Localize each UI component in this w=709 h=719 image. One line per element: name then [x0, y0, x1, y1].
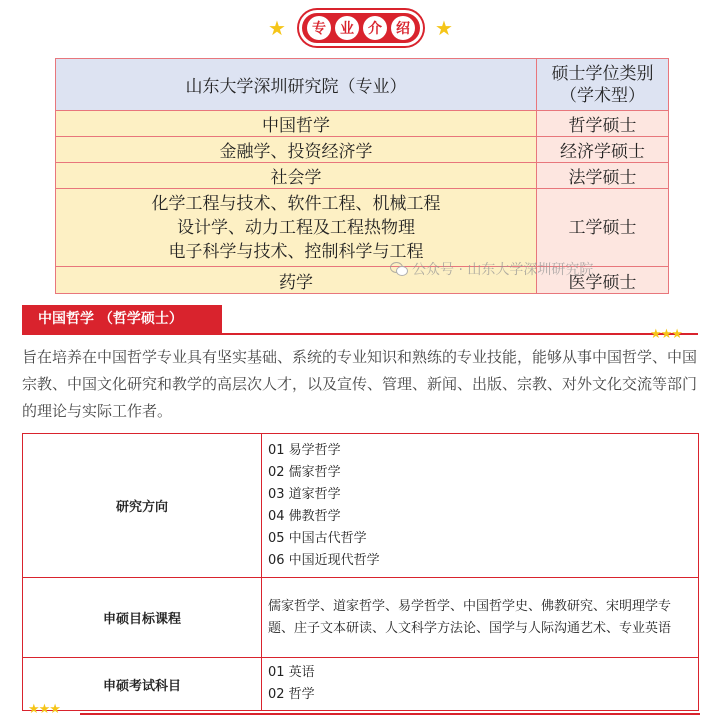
program-cell: 药学	[56, 267, 537, 294]
header-degree	[537, 59, 669, 111]
watermark-text: 公众号 · 山东大学深圳研究院	[412, 262, 594, 278]
section-title-bar	[22, 305, 698, 342]
list-item: 06 中国近现代哲学	[268, 552, 380, 568]
list-item: 02 儒家哲学	[268, 464, 341, 480]
section-divider	[22, 333, 698, 335]
program-cell: 中国哲学	[56, 111, 537, 137]
program-line: 电子科学与技术、控制科学与工程	[168, 241, 424, 262]
exam-content	[262, 658, 699, 711]
watermark	[390, 259, 593, 279]
list-item: 04 佛教哲学	[268, 508, 341, 524]
program-line: 设计学、动力工程及工程热物理	[177, 217, 415, 238]
section-banner	[0, 8, 709, 48]
table-row	[56, 137, 669, 163]
table-row	[23, 434, 699, 578]
star-icon: ★	[435, 16, 453, 40]
banner-char: 业	[335, 16, 359, 40]
section-title: 中国哲学 （哲学硕士）	[22, 305, 222, 333]
list-item: 03 道家哲学	[268, 486, 341, 502]
table-row	[56, 163, 669, 189]
degree-cell: 经济学硕士	[537, 137, 669, 163]
stars-icon: ★★★	[28, 702, 60, 717]
banner-char: 专	[307, 16, 331, 40]
list-item: 05 中国古代哲学	[268, 530, 367, 546]
table-row	[23, 658, 699, 711]
degree-cell: 医学硕士	[537, 267, 669, 294]
wechat-icon	[390, 262, 408, 276]
research-content	[262, 434, 699, 578]
program-cell: 金融学、投资经济学	[56, 137, 537, 163]
list-item: 01 英语	[268, 665, 315, 680]
table-row	[23, 578, 699, 658]
stars-icon: ★★★	[650, 327, 682, 342]
header-degree-line2: （学术型）	[560, 85, 645, 106]
banner-pill	[299, 10, 423, 46]
list-item: 01 易学哲学	[268, 442, 341, 458]
section-intro: 旨在培养在中国哲学专业具有坚实基础、系统的专业知识和熟练的专业技能，能够从事中国哲学、中国宗教、中国文化研究和教学的高层次人才，以及宣传、管理、新闻、出版、宗教、对外文化交流等部门的理论与实际工作者。	[22, 348, 698, 420]
degree-cell: 法学硕士	[537, 163, 669, 189]
table-row	[56, 189, 669, 267]
header-program: 山东大学深圳研究院（专业）	[56, 59, 537, 111]
table-row	[56, 111, 669, 137]
star-icon: ★	[268, 16, 286, 40]
header-degree-line1: 硕士学位类别	[551, 63, 654, 84]
program-cell: 社会学	[56, 163, 537, 189]
degree-cell: 哲学硕士	[537, 111, 669, 137]
degree-cell: 工学硕士	[537, 189, 669, 267]
banner-char: 介	[363, 16, 387, 40]
banner-char: 绍	[391, 16, 415, 40]
bottom-divider	[80, 713, 700, 715]
list-item: 02 哲学	[268, 687, 315, 702]
exam-label: 申硕考试科目	[23, 658, 262, 711]
research-label: 研究方向	[23, 434, 262, 578]
courses-content: 儒家哲学、道家哲学、易学哲学、中国哲学史、佛教研究、宋明理学专题、庄子文本研读、人文科学方法论、国学与人际沟通艺术、专业英语	[262, 578, 699, 658]
table-header-row	[56, 59, 669, 111]
detail-table	[22, 433, 699, 711]
courses-label: 申硕目标课程	[23, 578, 262, 658]
program-cell	[56, 189, 537, 267]
program-line: 化学工程与技术、软件工程、机械工程	[151, 193, 441, 214]
